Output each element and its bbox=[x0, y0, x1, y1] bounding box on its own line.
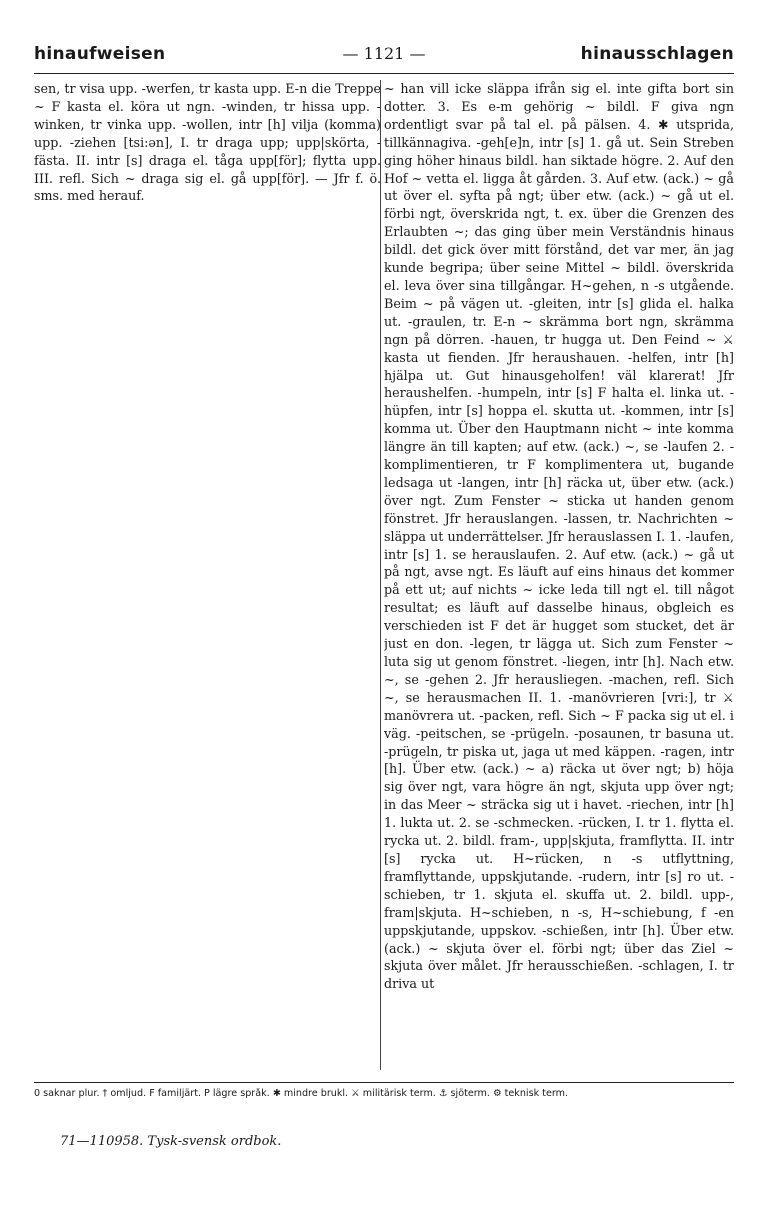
left-column bbox=[34, 80, 381, 1080]
left-guide-word: hinaufweisen bbox=[34, 44, 166, 64]
print-footer: 71—110958. Tysk-svensk ordbok. bbox=[60, 1134, 282, 1149]
page-header bbox=[34, 44, 734, 70]
left-column-text: sen, tr visa upp. -werfen, tr kasta upp. E-n die Treppe ~ F kasta el. köra ut ngn. -winden, tr hissa upp. -winken, tr vinka upp. -wollen, intr [h] vilja (komma) upp. -ziehen [tsi:ən], I. tr draga upp; upp|skörta, -fästa. II. intr [s] draga el. tåga upp[för]; flytta upp. III. refl. Sich ~ draga sig el. gå upp[för]. — Jfr f. ö. sms. med herauf. bbox=[34, 81, 381, 204]
right-column-text: ~ han vill icke släppa ifrån sig el. inte gifta bort sin dotter. 3. Es e-m gehörig ~ bildl. F giva ngn ordentligt svar på tal el. på pälsen. 4. ✱ utsprida, tillkännagiva. -geh[e]n, intr [s] 1. gå ut. Sein Streben ging höher hinaus bildl. han siktade högre. 2. Auf den Hof ~ vetta el. ligga åt gården. 3. Auf etw. (ack.) ~ gå ut över el. syfta på ngt; über etw. (ack.) ~ gå ut el. förbi ngt, överskrida ngt, t. ex. über die Grenzen des Erlaubten ~; das ging über mein Verständnis hinaus bildl. det gick över mitt förstånd, det var mer, än jag kunde begripa; über seine Mittel ~ bildl. överskrida el. leva över sina tillgångar. H~gehen, n -s utgående. Beim ~ på vägen ut. -gleiten, intr [s] glida el. halka ut. -graulen, tr. E-n ~ skrämma bort ngn, skrämma ngn på dörren. -hauen, tr hugga ut. Den Feind ~ ⚔ kasta ut fienden. Jfr heraushauen. -helfen, intr [h] hjälpa ut. Gut hinausgeholfen! väl klarerat! Jfr heraushelfen. -humpeln, intr [s] F halta el. linka ut. -hüpfen, intr [s] hoppa el. skutta ut. -kommen, intr [s] komma ut. Über den Hauptmann nicht ~ inte komma längre än till kapten; auf etw. (ack.) ~, se -laufen 2. -komplimentieren, tr F komplimentera ut, bugande ledsaga ut -langen, intr [h] räcka ut, über etw. (ack.) över ngt. Zum Fenster ~ sticka ut handen genom fönstret. Jfr herauslangen. -lassen, tr. Nachrichten ~ släppa ut underrättelser. Jfr herauslassen I. 1. -laufen, intr [s] 1. se herauslaufen. 2. Auf etw. (ack.) ~ gå ut på ngt, avse ngt. Es läuft auf eins hinaus det kommer på ett ut; auf nichts ~ icke leda till ngt el. till något resultat; es läuft auf dasselbe hinaus, obgleich es verschieden ist F det är hugget som stucket, det är just en don. -legen, tr lägga ut. Sich zum Fenster ~ luta sig ut genom fönstret. -liegen, intr [h]. Nach etw. ~, se -gehen 2. Jfr herausliegen. -machen, refl. Sich ~, se herausmachen II. 1. -manövrieren [vri:], tr ⚔ manövrera ut. -packen, refl. Sich ~ F packa sig ut el. i väg. -peitschen, se -prügeln. -posaunen, tr basuna ut. -prügeln, tr piska ut, jaga ut med käppen. -ragen, intr [h]. Über etw. (ack.) ~ a) räcka ut över ngt; b) höja sig över ngt, vara högre än ngt, skjuta upp över ngt; in das Meer ~ sträcka sig ut i havet. -riechen, intr [h] 1. lukta ut. 2. se -schmecken. -rücken, I. tr 1. flytta el. rycka ut. 2. bildl. fram-, upp|skjuta, framflytta. II. intr [s] rycka ut. H~rücken, n -s utflyttning, framflyttande, uppskjutande. -rudern, intr [s] ro ut. -schieben, tr 1. skjuta el. skuffa ut. 2. bildl. upp-, fram|skjuta. H~schieben, n -s, H~schiebung, f -en uppskjutande, uppskov. -schießen, intr [h]. Über etw. (ack.) ~ skjuta över el. förbi ngt; über das Ziel ~ skjuta över målet. Jfr herausschießen. -schlagen, I. tr driva ut bbox=[384, 81, 734, 992]
abbreviation-legend: 0 saknar plur. † omljud. F familjärt. P lägre språk. ✱ mindre brukl. ⚔ militärisk term. ⚓ sjöterm. ⚙ teknisk term. bbox=[34, 1088, 569, 1099]
right-guide-word: hinausschlagen bbox=[580, 44, 734, 64]
column-divider bbox=[380, 80, 381, 1070]
right-column bbox=[384, 80, 734, 1080]
footer-rule bbox=[34, 1082, 734, 1083]
header-rule bbox=[34, 73, 734, 74]
page-number: — 1121 — bbox=[342, 44, 426, 63]
